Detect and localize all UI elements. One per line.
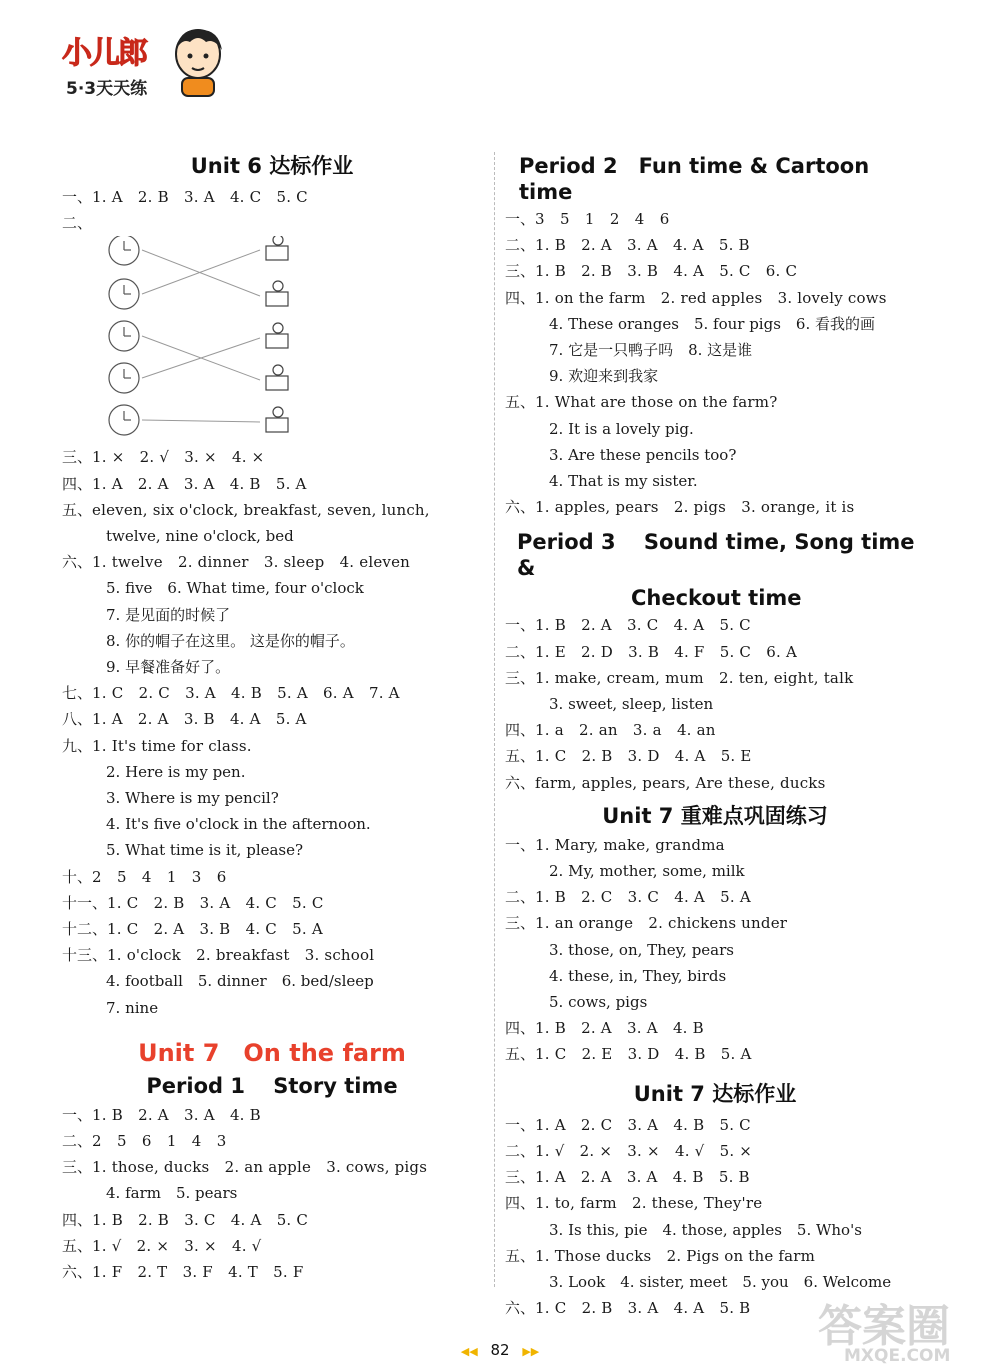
unit6-title: Unit 6 达标作业 xyxy=(190,154,354,178)
unit6-answers xyxy=(62,184,482,1021)
answer-row xyxy=(505,1138,925,1164)
prev-arrow-icon: ◀◀ xyxy=(460,1345,478,1358)
answer-text: 4. football 5. dinner 6. bed/sleep xyxy=(106,972,374,991)
answer-row xyxy=(505,1112,925,1138)
question-number: 三、 xyxy=(62,448,93,467)
answer-row xyxy=(62,471,482,497)
answer-row xyxy=(62,1128,482,1154)
logo-brand: 小儿郎 xyxy=(62,36,146,71)
question-number: 七、 xyxy=(62,684,93,703)
answer-row xyxy=(62,210,482,236)
answer-text: 1. B 2. B 3. B 4. A 5. C 6. C xyxy=(535,262,798,281)
unit7-review-title: Unit 7 重难点巩固练习 xyxy=(602,803,828,828)
page-number: 82 xyxy=(490,1341,510,1359)
answer-row xyxy=(62,942,482,968)
answer-row xyxy=(62,759,482,785)
question-number: 一、 xyxy=(505,616,536,635)
answer-row xyxy=(62,1102,482,1128)
answer-row xyxy=(505,1164,925,1190)
answer-text: 1. B 2. A 3. C 4. A 5. C xyxy=(535,616,751,635)
answer-row xyxy=(62,706,482,732)
answer-text: 1. B 2. B 3. C 4. A 5. C xyxy=(92,1210,309,1229)
answer-row xyxy=(505,206,925,232)
answer-text: 3. Where is my pencil? xyxy=(106,789,279,808)
answer-row xyxy=(62,916,482,942)
answer-text: 1. make, cream, mum 2. ten, eight, talk xyxy=(535,668,854,687)
question-number: 二、 xyxy=(62,1132,93,1151)
question-number: 六、 xyxy=(505,773,536,792)
answer-row xyxy=(505,442,925,468)
answer-row xyxy=(505,363,925,389)
question-number: 六、 xyxy=(505,498,536,517)
question-number: 一、 xyxy=(505,210,536,228)
answer-text: 2. It is a lovely pig. xyxy=(549,419,694,438)
answer-row xyxy=(505,232,925,258)
answer-row xyxy=(62,1259,482,1285)
answer-text: 1. C 2. B 3. A 4. C 5. C xyxy=(107,893,324,912)
answer-row xyxy=(505,691,925,717)
answer-row xyxy=(505,937,925,963)
answer-text: 1. those, ducks 2. an apple 3. cows, pigs xyxy=(92,1158,428,1177)
question-number: 一、 xyxy=(505,835,536,854)
answer-row xyxy=(505,717,925,743)
answer-text: 3. Is this, pie 4. those, apples 5. Who's xyxy=(549,1220,862,1239)
answer-text: 9. 早餐准备好了。 xyxy=(106,658,231,677)
answer-text: eleven, six o'clock, breakfast, seven, lunch, xyxy=(92,500,430,519)
answer-text: 4. farm 5. pears xyxy=(106,1184,238,1203)
answer-text: 8. 你的帽子在这里。 这是你的帽子。 xyxy=(106,631,355,650)
activity-picture-icon xyxy=(266,323,288,348)
question-number: 四、 xyxy=(62,1210,93,1229)
question-number: 四、 xyxy=(62,474,93,493)
period1-answers xyxy=(62,1102,482,1285)
answer-text: 1. o'clock 2. breakfast 3. school xyxy=(107,946,375,965)
question-number: 五、 xyxy=(505,747,536,766)
answer-row xyxy=(505,337,925,363)
answer-row xyxy=(62,1233,482,1259)
answer-text: 1. A 2. B 3. A 4. C 5. C xyxy=(92,188,308,206)
period2-title: Period 2 Fun time & Cartoon time xyxy=(519,154,870,204)
answer-text: 1. A 2. A 3. A 4. B 5. B xyxy=(535,1168,750,1187)
question-number: 三、 xyxy=(505,262,536,281)
answer-row xyxy=(505,963,925,989)
question-number: 八、 xyxy=(62,710,93,729)
watermark xyxy=(818,1290,993,1365)
answer-row xyxy=(62,184,482,210)
answer-text: 5. five 6. What time, four o'clock xyxy=(106,579,364,598)
answer-text: 1. B 2. A 3. A 4. B xyxy=(535,1019,704,1038)
answer-text: 1. Mary, make, grandma xyxy=(535,835,725,854)
answer-row xyxy=(505,311,925,337)
question-number: 六、 xyxy=(62,553,93,572)
publisher-logo xyxy=(36,24,236,104)
answer-text: 1. twelve 2. dinner 3. sleep 4. eleven xyxy=(92,553,411,572)
period3-title-line2: Checkout time xyxy=(631,586,802,611)
answer-text: 1. F 2. T 3. F 4. T 5. F xyxy=(92,1263,304,1282)
right-column xyxy=(505,150,925,1321)
question-number: 十一、 xyxy=(62,893,108,912)
question-number: 三、 xyxy=(505,914,536,933)
question-number: 一、 xyxy=(62,188,93,206)
period3-answers xyxy=(505,612,925,795)
question-number: 三、 xyxy=(505,1168,536,1187)
answer-text: 1. √ 2. × 3. × 4. √ xyxy=(92,1236,262,1255)
answer-row xyxy=(62,995,482,1021)
answer-text: 3. those, on, They, pears xyxy=(549,940,734,959)
answer-row xyxy=(505,665,925,691)
answer-text: 2 5 6 1 4 3 xyxy=(92,1132,227,1151)
answer-row xyxy=(505,1217,925,1243)
question-number: 二、 xyxy=(505,642,536,661)
answer-row xyxy=(505,258,925,284)
answer-row xyxy=(62,785,482,811)
answer-text: 2. Here is my pen. xyxy=(106,762,246,781)
answer-row xyxy=(505,494,925,520)
answer-row xyxy=(62,837,482,863)
answer-row xyxy=(505,1190,925,1216)
activity-picture-icon xyxy=(266,365,288,390)
question-number: 十二、 xyxy=(62,920,108,939)
answer-row xyxy=(505,1015,925,1041)
answer-row xyxy=(505,989,925,1015)
answer-row xyxy=(505,910,925,936)
answer-row xyxy=(62,968,482,994)
question-number: 六、 xyxy=(505,1299,536,1318)
answer-row xyxy=(505,1243,925,1269)
answer-row xyxy=(505,1041,925,1067)
answer-row xyxy=(62,1154,482,1180)
answer-row xyxy=(62,733,482,759)
question-number: 一、 xyxy=(505,1115,536,1134)
answer-text: 1. C 2. E 3. D 4. B 5. A xyxy=(535,1045,752,1064)
question-number: 四、 xyxy=(505,1019,536,1038)
answer-text: 1. B 2. A 3. A 4. A 5. B xyxy=(535,236,750,255)
answer-text: 1. to, farm 2. these, They're xyxy=(535,1194,763,1213)
unit7-test-title: Unit 7 达标作业 xyxy=(633,1081,797,1106)
answer-text: 4. That is my sister. xyxy=(549,472,698,491)
answer-text: 4. It's five o'clock in the afternoon. xyxy=(106,815,371,834)
answer-row xyxy=(505,770,925,796)
answer-text: 1. C 2. A 3. B 4. C 5. A xyxy=(107,920,323,939)
left-column xyxy=(62,150,482,1285)
question-number: 四、 xyxy=(505,1194,536,1213)
answer-text: 1. √ 2. × 3. × 4. √ 5. × xyxy=(535,1141,753,1160)
question-number: 三、 xyxy=(62,1158,93,1177)
answer-row xyxy=(62,444,482,470)
matching-diagram xyxy=(106,236,482,444)
answer-text: 5. What time is it, please? xyxy=(106,841,304,860)
column-divider xyxy=(494,152,495,1287)
logo-subtitle: 5·3天天练 xyxy=(66,79,148,99)
answer-text: 3 5 1 2 4 6 xyxy=(535,210,670,228)
question-number: 二、 xyxy=(505,236,536,255)
answer-text: 1. A 2. A 3. A 4. B 5. A xyxy=(92,474,307,493)
answer-text: 1. C 2. B 3. D 4. A 5. E xyxy=(535,747,752,766)
question-number: 五、 xyxy=(62,500,93,519)
answer-row xyxy=(62,628,482,654)
answer-row xyxy=(505,468,925,494)
answer-row xyxy=(62,864,482,890)
answer-text: 1. A 2. A 3. B 4. A 5. A xyxy=(92,710,307,729)
question-number: 十、 xyxy=(62,867,93,886)
next-arrow-icon: ▶▶ xyxy=(522,1345,540,1358)
answer-row xyxy=(62,575,482,601)
question-number: 五、 xyxy=(505,1045,536,1064)
question-number: 五、 xyxy=(505,393,536,412)
answer-row xyxy=(62,523,482,549)
answer-row xyxy=(505,416,925,442)
watermark-top: 答案圈 xyxy=(818,1301,950,1352)
answer-text: 4. These oranges 5. four pigs 6. 看我的画 xyxy=(549,314,875,333)
answer-row xyxy=(505,285,925,311)
answer-row xyxy=(62,1207,482,1233)
question-number: 九、 xyxy=(62,736,93,755)
activity-picture-icon xyxy=(266,281,288,306)
question-number: 二、 xyxy=(505,888,536,907)
answer-row xyxy=(62,890,482,916)
answer-text: 7. 它是一只鸭子吗 8. 这是谁 xyxy=(549,341,753,360)
answer-row xyxy=(505,832,925,858)
answer-text: twelve, nine o'clock, bed xyxy=(106,527,294,546)
answer-text: 1. on the farm 2. red apples 3. lovely cows xyxy=(535,288,887,307)
question-number: 二、 xyxy=(505,1141,536,1160)
answer-row xyxy=(62,602,482,628)
answer-text: 1. a 2. an 3. a 4. an xyxy=(535,721,716,740)
answer-text: 5. cows, pigs xyxy=(549,993,648,1012)
activity-picture-icon xyxy=(266,407,288,432)
period3-title-line1: Period 3 Sound time, Song time & xyxy=(517,530,915,581)
activity-picture-icon xyxy=(266,236,288,260)
answer-row xyxy=(505,639,925,665)
answer-row xyxy=(505,858,925,884)
answer-text: 9. 欢迎来到我家 xyxy=(549,367,659,386)
watermark-bottom: MXQE.COM xyxy=(844,1346,951,1366)
question-number: 三、 xyxy=(505,668,536,687)
answer-text: farm, apples, pears, Are these, ducks xyxy=(535,773,826,792)
answer-row xyxy=(62,811,482,837)
answer-row xyxy=(62,680,482,706)
answer-text: 7. 是见面的时候了 xyxy=(106,605,231,624)
answer-text: 1. an orange 2. chickens under xyxy=(535,914,788,933)
answer-text: 1. C 2. B 3. A 4. A 5. B xyxy=(535,1299,751,1318)
answer-text: 1. B 2. C 3. C 4. A 5. A xyxy=(535,888,751,907)
cartoon-boy-icon xyxy=(168,24,228,99)
unit7-title: Unit 7 On the farm xyxy=(138,1038,406,1067)
answer-row xyxy=(62,497,482,523)
question-number: 六、 xyxy=(62,1263,93,1282)
answer-text: 2 5 4 1 3 6 xyxy=(92,867,227,886)
answer-text: 3. Are these pencils too? xyxy=(549,445,737,464)
question-number: 二、 xyxy=(62,214,93,233)
answer-text: 1. It's time for class. xyxy=(92,736,252,755)
answer-row xyxy=(62,654,482,680)
unit7-review-answers xyxy=(505,832,925,1068)
answer-text: 1. apples, pears 2. pigs 3. orange, it is xyxy=(535,498,855,517)
answer-text: 3. sweet, sleep, listen xyxy=(549,695,714,714)
answer-text: 1. B 2. A 3. A 4. B xyxy=(92,1105,261,1124)
answer-row xyxy=(505,743,925,769)
answer-text: 4. these, in, They, birds xyxy=(549,966,727,985)
question-number: 四、 xyxy=(505,721,536,740)
question-number: 五、 xyxy=(62,1236,93,1255)
question-number: 一、 xyxy=(62,1105,93,1124)
answer-row xyxy=(62,549,482,575)
answer-row xyxy=(505,389,925,415)
answer-text: 2. My, mother, some, milk xyxy=(549,862,745,881)
answer-text: 1. Those ducks 2. Pigs on the farm xyxy=(535,1246,816,1265)
answer-text: 1. What are those on the farm? xyxy=(535,393,778,412)
period1-title: Period 1 Story time xyxy=(146,1073,398,1098)
question-number: 十三、 xyxy=(62,946,108,965)
answer-text: 1. × 2. √ 3. × 4. × xyxy=(92,448,265,467)
answer-row xyxy=(505,884,925,910)
question-number: 五、 xyxy=(505,1246,536,1265)
answer-text: 7. nine xyxy=(106,998,159,1017)
answer-text: 3. Look 4. sister, meet 5. you 6. Welcome xyxy=(549,1272,892,1291)
answer-text: 1. C 2. C 3. A 4. B 5. A 6. A 7. A xyxy=(92,684,400,703)
period2-answers xyxy=(505,206,925,520)
answer-row xyxy=(62,1180,482,1206)
answer-row xyxy=(505,612,925,638)
answer-text: 1. E 2. D 3. B 4. F 5. C 6. A xyxy=(535,642,798,661)
answer-text: 1. A 2. C 3. A 4. B 5. C xyxy=(535,1115,751,1134)
question-number: 四、 xyxy=(505,288,536,307)
